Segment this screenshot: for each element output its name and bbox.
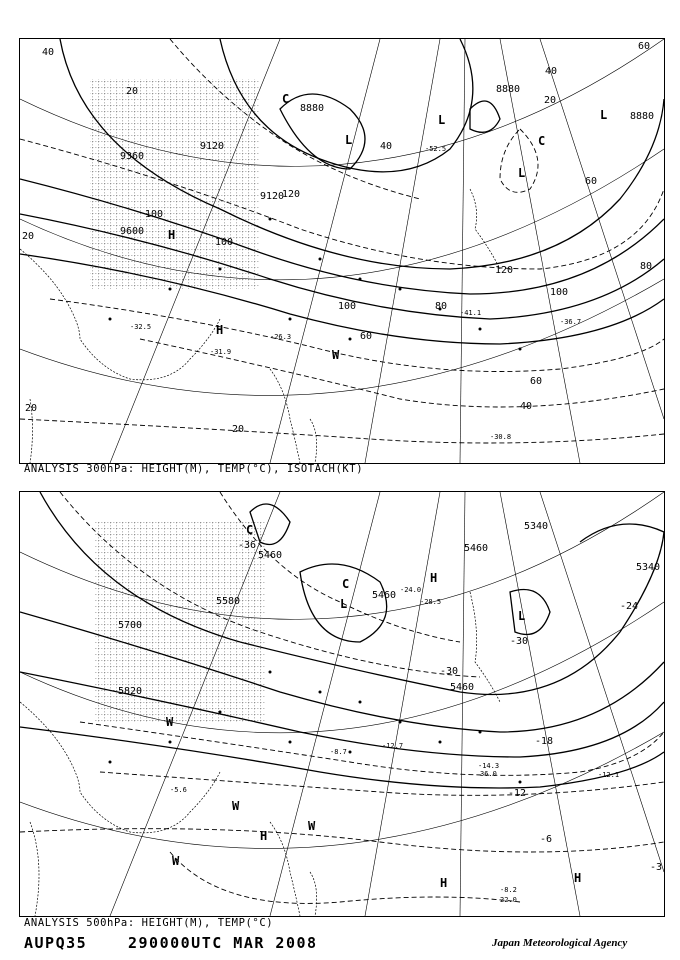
height-label: 5460: [258, 550, 283, 561]
station-value: -12.7: [382, 742, 404, 750]
station-value: -32.5: [130, 323, 152, 331]
station-value: -14.3: [478, 762, 500, 770]
isotach-label: 100: [550, 287, 569, 298]
height-label: 5820: [118, 686, 143, 697]
temperature-label: -30: [440, 666, 459, 677]
map-500hpa: [19, 491, 665, 917]
isotach-label: 60: [360, 331, 373, 342]
warm-center: W: [332, 348, 340, 362]
isotach-label: 60: [585, 176, 598, 187]
station-value: -26.3: [270, 333, 292, 341]
height-label: 5460: [450, 682, 475, 693]
station-value: 22.0: [500, 896, 517, 904]
high-center: H: [440, 876, 448, 890]
map-300hpa-canvas: [20, 39, 664, 463]
height-label: 5580: [216, 596, 241, 607]
station-value: -41.1: [460, 309, 482, 317]
station-value: 36.0: [480, 770, 497, 778]
isotach-label: 20: [544, 95, 557, 106]
high-center: H: [216, 323, 224, 337]
isotach-label: 40: [380, 141, 393, 152]
temperature-label: -18: [535, 736, 554, 747]
station-value: -12.1: [598, 771, 620, 779]
isotach-label: 40: [520, 401, 533, 412]
isotach-label: 20: [232, 424, 245, 435]
map-300hpa: [19, 38, 665, 464]
cold-center: C: [342, 577, 350, 591]
low-center: L: [600, 108, 608, 122]
height-label: 5700: [118, 620, 143, 631]
isotach-label: 120: [495, 265, 514, 276]
warm-center: W: [166, 715, 174, 729]
warm-center: W: [172, 854, 180, 868]
height-label: 9120: [200, 141, 225, 152]
low-center: L: [340, 597, 348, 611]
temperature-labels: [238, 540, 662, 873]
station-value: -36.7: [560, 318, 582, 326]
station-value: -8.7: [330, 748, 347, 756]
map-500hpa-canvas: [20, 492, 664, 916]
cold-center: C: [282, 92, 290, 106]
height-label: 8880: [630, 111, 655, 122]
height-label: 9600: [120, 226, 145, 237]
station-value: -5.6: [170, 786, 187, 794]
station-value: -31.9: [210, 348, 232, 356]
high-center: H: [260, 829, 268, 843]
height-label: 5340: [636, 562, 661, 573]
height-label: 5460: [464, 543, 489, 554]
cold-center: C: [246, 523, 254, 537]
station-value: -8.2: [500, 886, 517, 894]
temperature-label: -3: [650, 862, 663, 873]
temperature-label: -36: [238, 540, 257, 551]
caption-500hpa: ANALYSIS 500hPa: HEIGHT(M), TEMP(°C): [24, 917, 274, 929]
station-value: -28.5: [420, 598, 442, 606]
isotach-label: 120: [282, 189, 301, 200]
warm-center: W: [308, 819, 316, 833]
isotach-label: 60: [530, 376, 543, 387]
isotach-label: 40: [42, 47, 55, 58]
height-label: 5340: [524, 521, 549, 532]
temperature-label: -24: [620, 601, 639, 612]
high-center: H: [574, 871, 582, 885]
caption-300hpa: ANALYSIS 300hPa: HEIGHT(M), TEMP(°C), ISOTACH(KT): [24, 463, 364, 475]
high-center: H: [430, 571, 438, 585]
height-label: 8880: [300, 103, 325, 114]
high-center: H: [168, 228, 176, 242]
temperature-label: -30: [510, 636, 529, 647]
isotach-label: 100: [338, 301, 357, 312]
station-value: -52.5: [425, 145, 447, 153]
isotach-label: 20: [22, 231, 35, 242]
temperature-label: -12: [508, 788, 527, 799]
terrain-mask: [90, 79, 260, 289]
isotach-label: 80: [640, 261, 653, 272]
station-value: -30.8: [490, 433, 512, 441]
agency-credit: Japan Meteorological Agency: [492, 937, 628, 949]
height-label: 9360: [120, 151, 145, 162]
isotach-label: 100: [215, 237, 234, 248]
isotach-label: 80: [435, 301, 448, 312]
low-center: L: [438, 113, 446, 127]
valid-time: 290000UTC MAR 2008: [128, 934, 318, 952]
low-center: L: [518, 166, 526, 180]
low-center: L: [345, 133, 353, 147]
isotach-label: 20: [25, 403, 38, 414]
height-label: 8880: [496, 84, 521, 95]
temperature-label: -6: [540, 834, 553, 845]
low-center: L: [518, 609, 526, 623]
height-label: 9120: [260, 191, 285, 202]
isotach-label: 60: [638, 41, 651, 52]
height-label: 5460: [372, 590, 397, 601]
isotach-label: 20: [126, 86, 139, 97]
cold-center: C: [538, 134, 546, 148]
isotach-label: 40: [545, 66, 558, 77]
station-value: -24.0: [400, 586, 422, 594]
isotach-label: 100: [145, 209, 164, 220]
chart-id: AUPQ35: [24, 934, 88, 952]
warm-center: W: [232, 799, 240, 813]
